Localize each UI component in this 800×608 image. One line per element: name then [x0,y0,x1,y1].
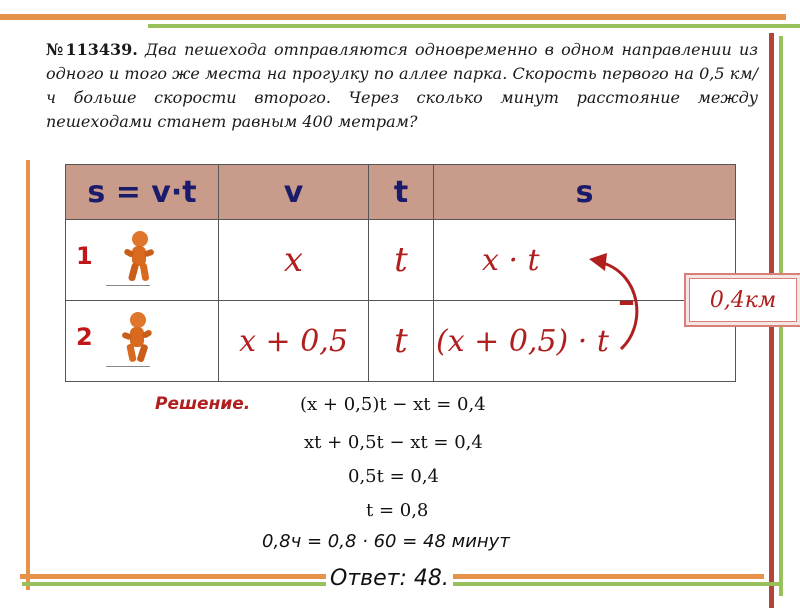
header-formula: s = v·t [66,165,219,220]
header-time: t [369,165,434,220]
figure-ground-line [106,366,150,367]
row-label-cell [66,301,219,382]
row-number: 2 [76,323,93,351]
time-cell [369,220,434,301]
problem-number: №113439. [46,40,138,59]
difference-value: 0,4км [689,278,797,322]
problem-text: Два пешехода отправляются одновременно в одном направлении из одного и того же места на прогулку по аллее парка. Скорость первого на 0,5 км/ч больше скорости второго. Через сколько минут расстояние между пешеходами станет равным 400 метрам? [46,40,758,131]
difference-box [684,273,800,327]
equation-line: 0,5t = 0,4 [348,466,440,487]
speed-cell [219,220,369,301]
problem-statement [46,38,758,134]
equation-line: t = 0,8 [366,500,429,521]
top-orange-bar [0,14,786,20]
table-header-row [66,165,736,220]
top-green-bar [148,24,800,28]
distance-expr: (x + 0,5) · t [436,323,609,359]
time-expr: t [394,240,408,280]
minus-sign: – [618,281,635,321]
left-orange-bar [26,160,30,590]
time-expr: t [394,321,408,361]
header-speed: v [219,165,369,220]
equation-line: xt + 0,5t − xt = 0,4 [304,432,483,453]
walking-figure-icon [116,230,158,290]
equation-line: 0,8ч = 0,8 · 60 = 48 минут [262,531,510,552]
header-distance: s [434,165,736,220]
answer-text: Ответ: 48. [326,566,453,591]
figure-ground-line [106,285,150,286]
solution-label: Решение. [155,394,251,414]
time-cell [369,301,434,382]
speed-expr: x + 0,5 [239,323,348,359]
speed-cell [219,301,369,382]
row-label-cell [66,220,219,301]
walking-figure-icon [116,311,158,371]
equation-line: (x + 0,5)t − xt = 0,4 [300,394,486,415]
distance-expr: x · t [482,242,540,278]
speed-expr: x [283,240,304,280]
row-number: 1 [76,242,93,270]
